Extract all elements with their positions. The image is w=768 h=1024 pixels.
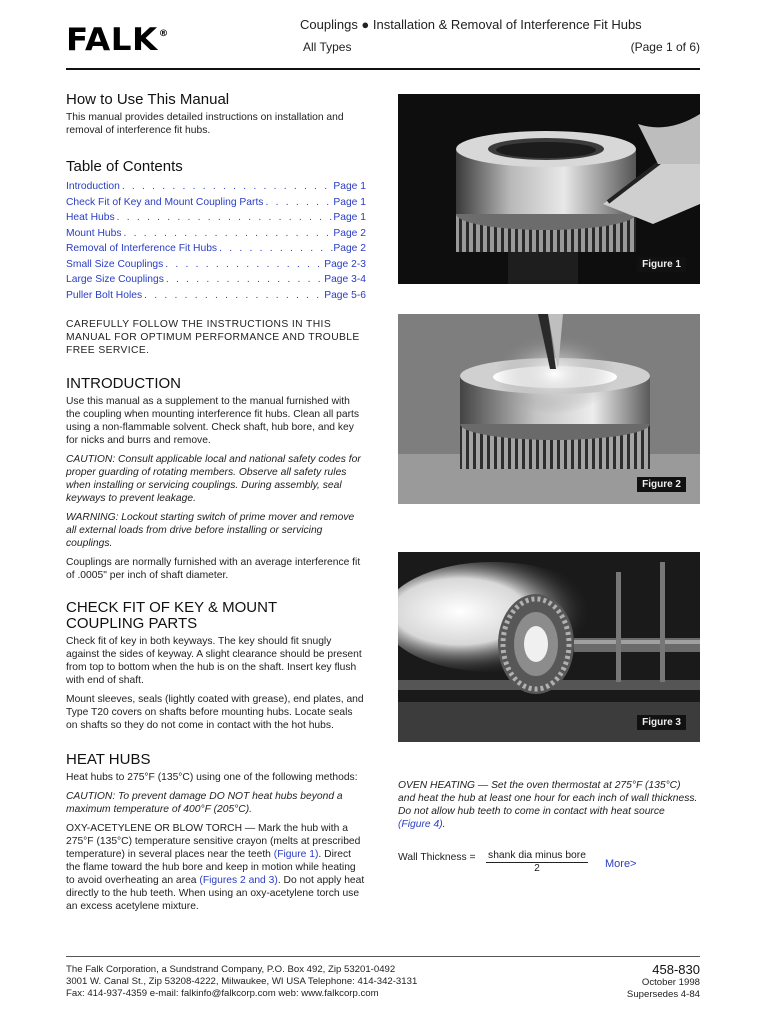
footer-line-1: The Falk Corporation, a Sundstrand Company, P.O. Box 492, Zip 53201-0492 — [66, 964, 396, 975]
check-fit-body-2: Mount sleeves, seals (lightly coated with grease), end plates, and Type T20 covers on shafts before mounting hubs. Locate seals on shafts so they do not come in contact with the hot hubs. — [66, 694, 364, 731]
footer-doc-info — [627, 962, 700, 1001]
check-fit-heading: CHECK FIT OF KEY & MOUNT COUPLING PARTS — [66, 599, 278, 632]
toc-item[interactable] — [66, 179, 366, 195]
notice-text: CAREFULLY FOLLOW THE INSTRUCTIONS IN THIS MANUAL FOR OPTIMUM PERFORMANCE AND TROUBLE FREE SERVICE. — [66, 319, 360, 356]
figure-3-label: Figure 3 — [637, 715, 686, 730]
fraction-numerator: shank dia minus bore — [486, 850, 588, 863]
toc-leader-dots — [263, 195, 333, 211]
footer-divider — [66, 956, 700, 957]
check-fit-section — [66, 600, 366, 738]
header-divider — [66, 68, 700, 70]
figure-2-photo — [398, 314, 700, 504]
registered-mark: ® — [158, 29, 169, 39]
toc-item-page: Page 3-4 — [324, 274, 366, 285]
toc-leader-dots — [164, 272, 324, 288]
hub-marking-photo-icon — [398, 94, 700, 284]
toc-item-page: Page 1 — [333, 196, 366, 208]
footer-line-2: 3001 W. Canal St., Zip 53208-4222, Milwaukee, WI USA Telephone: 414-342-3131 — [66, 976, 418, 987]
toc-section — [66, 159, 366, 303]
document-title: Couplings ● Installation & Removal of Interference Fit Hubs — [300, 17, 642, 32]
toc-item-page: Page 2 — [333, 243, 366, 254]
falk-logo: FALK® — [66, 22, 169, 58]
wall-thickness-fraction — [486, 850, 588, 874]
toc-item-label: Check Fit of Key and Mount Coupling Parts — [66, 196, 264, 208]
toc-item-label: Introduction — [66, 181, 120, 192]
introduction-body: Use this manual as a supplement to the manual furnished with the coupling when mounting interference fit hubs. Clean all parts using a non-flammable solvent. Check shaft, hub bore, and key for nicks and burrs and remove. — [66, 396, 360, 446]
toc-item-page: Page 2 — [333, 227, 366, 239]
toc-leader-dots — [163, 257, 324, 273]
toc-item-label: Large Size Couplings — [66, 274, 164, 285]
hub-torch-photo-icon — [398, 314, 700, 504]
footer-address — [66, 964, 417, 1000]
heat-hubs-heading: HEAT HUBS — [66, 751, 151, 768]
toc-item[interactable] — [66, 210, 366, 226]
toc-item-page: Page 1 — [333, 212, 366, 223]
document-subtitle: All Types — [303, 40, 352, 54]
toc-item[interactable] — [66, 272, 366, 288]
document-number: 458-830 — [652, 962, 700, 977]
toc-list — [66, 179, 366, 303]
toc-leader-dots — [115, 210, 334, 226]
how-to-heading: How to Use This Manual — [66, 91, 230, 108]
check-fit-body-1: Check fit of key in both keyways. The key should fit snugly against the sides of keyway. A slight clearance should be present from top to bottom when the hub is on the shaft. Insert key flush with end of shaft. — [66, 636, 362, 686]
figure-3-photo — [398, 552, 700, 742]
toc-item[interactable] — [66, 195, 366, 211]
toc-item-page: Page 5-6 — [324, 289, 366, 301]
how-to-body: This manual provides detailed instructions on installation and removal of interference fit hubs. — [66, 112, 344, 136]
how-to-section — [66, 92, 366, 143]
toc-item[interactable] — [66, 241, 366, 257]
figure-4-link[interactable]: (Figure 4) — [398, 819, 443, 830]
introduction-fit-note: Couplings are normally furnished with an average interference fit of .0005" per inch of shaft diameter. — [66, 557, 361, 581]
toc-item-label: Puller Bolt Holes — [66, 289, 143, 301]
heat-hubs-caution: CAUTION: To prevent damage DO NOT heat hubs beyond a maximum temperature of 400°F (205°C). — [66, 791, 343, 815]
page-indicator: (Page 1 of 6) — [630, 40, 700, 54]
figure-1-link[interactable]: (Figure 1) — [273, 849, 319, 860]
figure-1-photo — [398, 94, 700, 284]
wall-thickness-label: Wall Thickness = — [398, 852, 476, 863]
figures-2-3-link[interactable]: (Figures 2 and 3) — [199, 875, 278, 886]
toc-leader-dots — [217, 241, 333, 257]
introduction-heading: INTRODUCTION — [66, 375, 181, 392]
introduction-caution: CAUTION: Consult applicable local and national safety codes for proper guarding of rotating members. Observe all safety rules when installing or servicing couplings. During assembly, seal keyways to prevent leakage. — [66, 454, 361, 504]
toc-item[interactable] — [66, 257, 366, 273]
heat-hubs-section — [66, 752, 366, 919]
figure-2-label: Figure 2 — [637, 477, 686, 492]
document-date: October 1998 — [641, 977, 700, 988]
oven-heating-text: OVEN HEATING — Set the oven thermostat at 275°F (135°C) and heat the hub at least one hour for each inch of wall thickness. Do not allow hub teeth to come in contact with heat source (Figure 4). — [398, 780, 698, 830]
toc-leader-dots — [120, 179, 334, 195]
toc-heading: Table of Contents — [66, 158, 183, 175]
oxy-acetylene-text: OXY-ACETYLENE OR BLOW TORCH — Mark the hub with a 275°F (135°C) temperature sensitive crayon (melts at prescribed temperature) in several places near the teeth (Figure 1). Direct the flame toward the hub bore and keep in motion while heating to avoid overheating an area (Figures 2 and 3). Do not apply heat directly to the hub teeth. When using an oxy-acetylene torch use an excess acetylene mixture. — [66, 823, 365, 912]
toc-item-label: Mount Hubs — [66, 227, 122, 239]
toc-item-label: Small Size Couplings — [66, 258, 164, 270]
footer-line-3: Fax: 414-937-4359 e-mail: falkinfo@falkcorp.com web: www.falkcorp.com — [66, 988, 379, 999]
toc-item-label: Removal of Interference Fit Hubs — [66, 243, 218, 254]
figure-1-label: Figure 1 — [637, 257, 686, 272]
heat-hubs-body: Heat hubs to 275°F (135°C) using one of the following methods: — [66, 772, 358, 783]
fraction-denominator: 2 — [534, 863, 540, 874]
hub-flame-photo-icon — [398, 552, 700, 742]
toc-leader-dots — [122, 226, 334, 242]
introduction-warning: WARNING: Lockout starting switch of prime mover and remove all external loads from drive before installing or servicing couplings. — [66, 512, 355, 549]
toc-item-page: Page 1 — [333, 181, 366, 192]
toc-item[interactable] — [66, 288, 366, 304]
toc-item-page: Page 2-3 — [324, 258, 366, 270]
introduction-section — [66, 376, 366, 588]
toc-item-label: Heat Hubs — [66, 212, 115, 223]
supersedes-note: Supersedes 4-84 — [626, 989, 700, 1000]
toc-leader-dots — [142, 288, 324, 304]
toc-item[interactable] — [66, 226, 366, 242]
more-link[interactable]: More> — [605, 858, 637, 870]
